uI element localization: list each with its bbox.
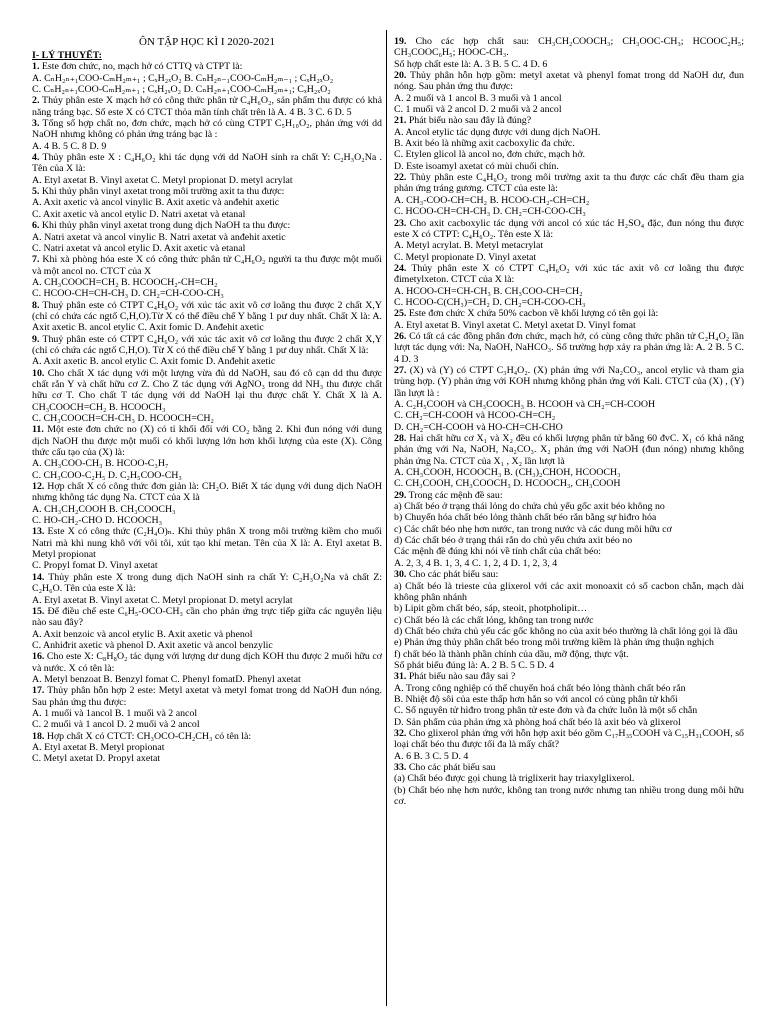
- question-line: 25. Este đơn chức X chứa 50% cacbon về khối lượng có tên gọi là:: [394, 308, 659, 320]
- question-number: 17.: [32, 685, 45, 697]
- question-line: C. Anhiđrit axetic và phenol D. Axit axetic và ancol benzylic: [32, 639, 273, 651]
- question-number: 12.: [32, 481, 45, 493]
- question-line: Các mệnh đề đúng khi nói về tính chất của chất béo:: [394, 546, 602, 558]
- question-line: e) Phản ứng thủy phân chất béo trong môi trường kiềm là phản ứng thuận nghịch: [394, 637, 714, 649]
- question-number: 2.: [32, 95, 40, 107]
- question-line: A. Trong công nghiệp có thể chuyển hoá chất béo lỏng thành chất béo rắn: [394, 682, 686, 694]
- question-line: C. HO-CH₂-CHO D. HCOOCH₃: [32, 515, 163, 527]
- question-line: Số hợp chất este là: A. 3 B. 5 C. 4 D. 6: [394, 58, 548, 70]
- question-line: C. Natri axetat và ancol etylic D. Axit axetic và etanal: [32, 242, 246, 254]
- question-line: C. Etylen glicol là ancol no, đơn chức, mạch hở.: [394, 149, 586, 161]
- question-line: 27. (X) và (Y) có CTPT C₃H₄O₂. (X) phản ứng với Na₂CO₃, ancol etylic và tham gia trùng hợp. (Y) phản ứng với KOH nhưng không phản ứng với Kali. CTCT của (X) , (Y) lần lượt là :: [394, 364, 744, 399]
- question-line: A. 2, 3, 4 B. 1, 3, 4 C. 1, 2, 4 D. 1, 2, 3, 4: [394, 557, 558, 569]
- question-line: C. Metyl axetat D. Propyl axetat: [32, 753, 161, 765]
- question-line: A. CH₃-COO-CH=CH₂ B. HCOO-CH₂-CH=CH₂: [394, 194, 590, 206]
- question-line: A. Etyl axetat B. Metyl propionat: [32, 741, 165, 753]
- question-line: 3. Tổng số hợp chất no, đơn chức, mạch hở có cùng CTPT C₅H₁₀O₂, phản ứng với dd NaOH nhưng không có phản ứng tráng bạc là :: [32, 118, 382, 141]
- question-line: C. Metyl propionate D. Vinyl axetat: [394, 251, 537, 263]
- question-number: 9.: [32, 333, 40, 345]
- question-line: A. CH₃COO-CH₃ B. HCOO-C₃H₇: [32, 458, 169, 470]
- question-number: 30.: [394, 569, 407, 581]
- question-line: 18. Hợp chất X có CTCT: CH₃OCO-CH₂CH₃ có tên là:: [32, 730, 252, 742]
- question-line: C. CH₂=CH-COOH và HCOO-CH=CH₂: [394, 410, 556, 422]
- question-line: 12. Hợp chất X có công thức đơn giản là: CH₂O. Biết X tác dụng với dung dịch NaOH nhưng không tác dụng Na. CTCT của X là: [32, 481, 382, 504]
- question-line: 20. Thủy phân hỗn hợp gồm: metyl axetat và phenyl fomat trong dd NaOH dư, đun nóng. Sau phản ứng thu được:: [394, 70, 744, 93]
- question-line: A. 1 muối và 1ancol B. 1 muối và 2 ancol: [32, 707, 198, 719]
- question-line: 16. Cho este X: C₈H₈O₂ tác dụng với lượng dư dung dịch KOH thu được 2 muối hữu cơ và nước. X có tên là:: [32, 651, 382, 674]
- question-line: D. Sản phẩm của phản ứng xà phòng hoá chất béo là axit béo và glixerol: [394, 716, 681, 728]
- question-number: 1.: [32, 61, 40, 73]
- question-line: C. Propyl fomat D. Vinyl axetat: [32, 560, 158, 572]
- question-line: D. CH₂=CH-COOH và HO-CH=CH-CHO: [394, 421, 563, 433]
- question-line: C. CH₃COOCH=CH-CH₃ D. HCOOCH=CH₂: [32, 413, 214, 424]
- question-number: 18.: [32, 730, 45, 742]
- question-line: c) Chất béo là các chất lỏng, không tan trong nước: [394, 614, 594, 626]
- question-number: 21.: [394, 115, 407, 127]
- question-line: C. Axit axetic và ancol etylic D. Natri axetat và etanal: [32, 208, 246, 220]
- question-number: 5.: [32, 186, 40, 198]
- question-number: 16.: [32, 651, 45, 663]
- question-line: 15. Để điều chế este C₆H₅-OCO-CH₃ cần cho phản ứng trực tiếp giữa các nguyên liệu nào sau đây?: [32, 605, 382, 629]
- question-line: 11. Một este đơn chức no (X) có tỉ khối đối với CO₂ bằng 2. Khi đun nóng với dung dịch NaOH thu được một muối có khối lượng lớn hơn khối lượng của este (X). Công thức cấu tạo của (X) là:: [32, 424, 382, 459]
- question-line: A. Axit axetic B. ancol etylic C. Axit fomic D. Anđehit axetic: [32, 356, 276, 368]
- question-line: 28. Hai chất hữu cơ X₁ và X₂ đều có khối lượng phân tử bằng 60 đvC. X₁ có khả năng phản ứng với Na, NaOH, Na₂CO₃. X₂ phản ứng với NaOH (đun nóng) nhưng không phản ứng Na. CTCT của X₁ , X₂ lần lượt là: [394, 433, 744, 467]
- question-number: 22.: [394, 172, 407, 184]
- question-line: C. CₙH₂ₙ₊₁COO-CₘH₂ₘ₊₁ ; CₓH₂ₓO₂ D. CₙH₂ₙ₊₁COO-CₘH₂ₘ₊₁; CₓH₂ₓO₂: [32, 84, 331, 96]
- question-number: 29.: [394, 489, 407, 501]
- question-line: 6. Khi thủy phân vinyl axetat trong dung dịch NaOH ta thu được:: [32, 220, 291, 232]
- right-column: [394, 36, 744, 807]
- question-number: 31.: [394, 671, 407, 683]
- question-line: A. Axit benzoic và ancol etylic B. Axit axetic và phenol: [32, 628, 253, 640]
- question-line: C. CH₃COOH, CH₃COOCH₃ D. HCOOCH₃, CH₃COOH: [394, 478, 621, 490]
- question-line: d) Chất béo chứa chủ yếu các gốc không no của axit béo thường là chất lỏng gọi là dầu: [394, 625, 738, 637]
- question-line: A. 4 B. 5 C. 8 D. 9: [32, 140, 107, 152]
- question-line: 14. Thủy phân este X trong dung dịch NaOH sinh ra chất Y: C₂H₃O₂Na và chất Z: C₂H₆O. Tên của este X là:: [32, 571, 382, 595]
- question-line: A. 6 B. 3 C. 5 D. 4: [394, 750, 469, 762]
- question-line: 19. Cho các hợp chất sau: CH₃CH₂COOCH₃; CH₃OOC-CH₃; HCOOC₂H₅; CH₃COOC₆H₅; HOOC-CH₃.: [394, 36, 744, 59]
- question-line: A. CₙH₂ₙ₊₁COO-CₘH₂ₘ₊₁ ; CₓH₂ₓO₂ B. CₙH₂ₙ₋₁COO-CₘH₂ₘ₋₁ ; CₓH₂ₓO₂: [32, 72, 334, 84]
- question-number: 27.: [394, 364, 407, 376]
- question-line: a) Chất béo là trieste của glixerol với các axit monoaxit có số cacbon chẵn, mạch dài không phân nhánh: [394, 580, 744, 603]
- question-line: A. Metyl benzoat B. Benzyl fomat C. Phenyl fomatD. Phenyl axetat: [32, 673, 301, 685]
- question-line: 17. Thủy phân hỗn hợp 2 este: Metyl axetat và metyl fomat trong dd NaOH đun nóng. Sau phản ứng thu được:: [32, 685, 382, 708]
- question-line: C. HCOO-CH=CH-CH₃ D. CH₂=CH-COO-CH₃: [32, 288, 224, 300]
- question-line: A. Metyl acrylat. B. Metyl metacrylat: [394, 240, 544, 252]
- page-title: ÔN TẬP HỌC KÌ I 2020-2021: [139, 36, 275, 48]
- question-line: 5. Khi thủy phân vinyl axetat trong môi trường axit ta thu được:: [32, 186, 285, 198]
- question-number: 25.: [394, 308, 407, 320]
- question-line: 30. Cho các phát biểu sau:: [394, 569, 499, 581]
- question-number: 19.: [394, 36, 407, 47]
- question-line: 4. Thủy phân este X : C₄H₆O₂ khi tác dụng với dd NaOH sinh ra chất Y: C₂H₃O₂Na . Tên của X là:: [32, 152, 382, 175]
- question-line: 13. Este X có công thức (C₂H₄O)ₙ. Khi thủy phân X trong môi trường kiềm cho muối Natri mà khi nung khô với vôi tôi, xút tạo khí metan. Tên của X là: A. Etyl axetat B. Metyl propionat: [32, 526, 382, 561]
- question-line: b) Chuyển hóa chất béo lỏng thành chất béo rắn bằng sự hiđro hóa: [394, 512, 657, 524]
- question-line: A. 2 muối và 1 ancol B. 3 muối và 1 ancol: [394, 92, 562, 104]
- question-line: 22. Thủy phân este C₄H₆O₂ trong môi trường axit ta thu được các chất đều tham gia phản ứng tráng gương. CTCT của este là:: [394, 172, 744, 195]
- question-number: 33.: [394, 762, 407, 773]
- question-line: 2. Thủy phân este X mạch hở có công thức phân tử C₄H₆O₂, sản phẩm thu được có khả năng tráng bạc. Số este X có CTCT thỏa mãn tính chất trên là A. 4 B. 3 C. 6 D. 5: [32, 95, 382, 118]
- question-line: C. HCOO-CH=CH-CH₃ D. CH₂=CH-COO-CH₃: [394, 206, 586, 218]
- question-line: b) Lipit gồm chất béo, sáp, steoit, photpholipit…: [394, 603, 588, 615]
- question-line: A. CH₃COOH, HCOOCH₃ B. (CH₃)₂CHOH, HCOOCH₃: [394, 467, 621, 479]
- question-line: A. Etyl axetat B. Vinyl axetat C. Metyl propionat D. metyl acrylat: [32, 594, 293, 606]
- question-line: a) Chất béo ở trạng thái lỏng do chứa chủ yếu gốc axit béo không no: [394, 501, 665, 513]
- question-line: 32. Cho glixerol phản ứng với hỗn hợp axit béo gồm C₁₇H₃₅COOH và C₁₅H₃₁COOH, số loại chất béo thu được tối đa là mấy chất?: [394, 727, 744, 751]
- question-line: C. CH₃COO-C₂H₅ D. C₂H₅COO-CH₃: [32, 469, 182, 481]
- question-line: 23. Cho axit cacboxylic tác dụng với ancol có xúc tác H₂SO₄ đặc, đun nóng thu được este X có CTPT: C₄H₆O₂. Tên este X là:: [394, 217, 744, 240]
- question-number: 24.: [394, 262, 407, 274]
- question-line: A. CH₃CH₂COOH B. CH₃COOCH₃: [32, 503, 176, 515]
- question-number: 28.: [394, 433, 407, 445]
- question-number: 23.: [394, 217, 407, 229]
- question-line: f) chất béo là thành phần chính của dầu, mỡ động, thực vật.: [394, 648, 629, 660]
- question-line: 7. Khi xà phòng hóa este X có công thức phân tử C₄H₆O₂ người ta thu được một muối và một ancol no. CTCT của X: [32, 254, 382, 277]
- question-line: 10. Cho chất X tác dụng với một lượng vừa đủ dd NaOH, sau đó cô cạn dd thu được chất rắn Y và chất hữu cơ Z. Cho Z tác dụng với AgNO₃ trong dd NH₃ thu được chất hữu cơ T. Cho chất T tác dụng với dd NaOH lại thu được chất Y. Chất X là A. CH₃COOCH=CH₂ B. HCOOCH₃: [32, 367, 382, 413]
- section-heading: I- LÝ THUYẾT:: [32, 50, 102, 61]
- left-column: [32, 36, 382, 765]
- question-line: 29. Trong các mệnh đề sau:: [394, 489, 503, 501]
- question-line: 8. Thuỷ phân este có CTPT C₄H₆O₂ với xúc tác axit vô cơ loãng thu được 2 chất X,Y (chỉ có chứa các ngtố C,H,O).Từ X có thể điều chế Y bằng 1 pư duy nhất. Chất X là: A. Axit axetic B. ancol etylic C. Axit fomic D. Anđehit axetic: [32, 299, 382, 334]
- question-number: 8.: [32, 299, 40, 311]
- question-number: 6.: [32, 220, 40, 232]
- question-number: 7.: [32, 254, 40, 266]
- question-number: 32.: [394, 727, 407, 739]
- question-line: A. Etyl axetat B. Vinyl axetat C. Metyl axetat D. Vinyl fomat: [394, 319, 636, 331]
- question-line: C. 2 muối và 1 ancol D. 2 muối và 2 ancol: [32, 719, 200, 731]
- question-line: (b) Chất béo nhẹ hơn nước, không tan trong nước nhưng tan nhiều trong dung môi hữu cơ.: [394, 784, 744, 808]
- column-divider: [386, 30, 387, 1006]
- question-line: 31. Phát biểu nào sau đây sai ?: [394, 671, 516, 683]
- question-line: C. 1 muối và 2 ancol D. 2 muối và 2 ancol: [394, 104, 562, 116]
- question-line: 26. Có tất cả các đồng phân đơn chức, mạch hở, có cùng công thức phân tử C₂H₄O₂ lần lượt tác dụng với: Na, NaOH, NaHCO₃. Số trường hợp xảy ra phản ứng là: A. 2 B. 5 C. 4 D. 3: [394, 330, 744, 365]
- question-line: 24. Thủy phân este X có CTPT C₄H₆O₂ với xúc tác axit vô cơ loãng thu được đimetylxeton. CTCT của X là:: [394, 262, 744, 286]
- question-line: A. Axit axetic và ancol vinylic B. Axit axetic và anđehit axetic: [32, 197, 280, 209]
- question-line: 33. Cho các phát biểu sau: [394, 762, 496, 773]
- question-number: 13.: [32, 526, 45, 538]
- question-number: 4.: [32, 152, 40, 164]
- question-line: A. Etyl axetat B. Vinyl axetat C. Metyl propionat D. metyl acrylat: [32, 174, 293, 186]
- question-number: 10.: [32, 367, 45, 379]
- question-number: 3.: [32, 118, 40, 130]
- question-line: D. Este isoamyl axetat có mùi chuối chín.: [394, 160, 559, 172]
- question-number: 11.: [32, 424, 44, 436]
- question-number: 26.: [394, 330, 407, 342]
- question-line: A. HCOO-CH=CH-CH₃ B. CH₃COO-CH=CH₂: [394, 285, 583, 297]
- question-line: d) Các chất béo ở trạng thái rắn do chủ yếu chứa axit béo no: [394, 535, 633, 547]
- question-line: A. C₂H₅COOH và CH₃COOCH₃ B. HCOOH và CH₂=CH-COOH: [394, 399, 656, 410]
- question-number: 14.: [32, 571, 45, 583]
- question-line: B. Nhiệt độ sôi của este thấp hơn hẳn so với ancol có cùng phân tử khối: [394, 693, 678, 705]
- question-line: 1. Este đơn chức, no, mạch hở có CTTQ và CTPT là:: [32, 61, 243, 73]
- question-line: A. Natri axetat và ancol vinylic B. Natri axetat và anđehit axetic: [32, 231, 286, 243]
- question-line: c) Các chất béo nhẹ hơn nước, tan trong nước và các dung môi hữu cơ: [394, 523, 672, 535]
- question-line: 21. Phát biểu nào sau đây là đúng?: [394, 115, 532, 127]
- question-line: (a) Chất béo được gọi chung là triglixerit hay triaxylglixerol.: [394, 773, 635, 785]
- question-number: 20.: [394, 70, 407, 82]
- question-line: B. Axit béo là những axit cacboxylic đa chức.: [394, 138, 575, 150]
- question-number: 15.: [32, 605, 45, 617]
- question-line: A. Ancol etylic tác dụng được với dung dịch NaOH.: [394, 126, 601, 138]
- question-line: Số phát biểu đúng là: A. 2 B. 5 C. 5 D. 4: [394, 659, 555, 671]
- question-line: A. CH₃COOCH=CH₂ B. HCOOCH₂-CH=CH₂: [32, 276, 218, 288]
- document-page: [26, 30, 760, 1018]
- question-line: 9. Thuỷ phân este có CTPT C₄H₆O₂ với xúc tác axit vô cơ loãng thu được 2 chất X,Y (chỉ có chứa các ngtố C,H,O). Từ X có thể điều chế Y bằng 1 pư duy nhất. Chất X là:: [32, 333, 382, 356]
- question-line: C. Số nguyên tử hiđro trong phân tử este đơn và đa chức luôn là một số chẵn: [394, 705, 698, 717]
- question-line: C. HCOO-C(CH₃)=CH₂ D. CH₂=CH-COO-CH₃: [394, 296, 586, 308]
